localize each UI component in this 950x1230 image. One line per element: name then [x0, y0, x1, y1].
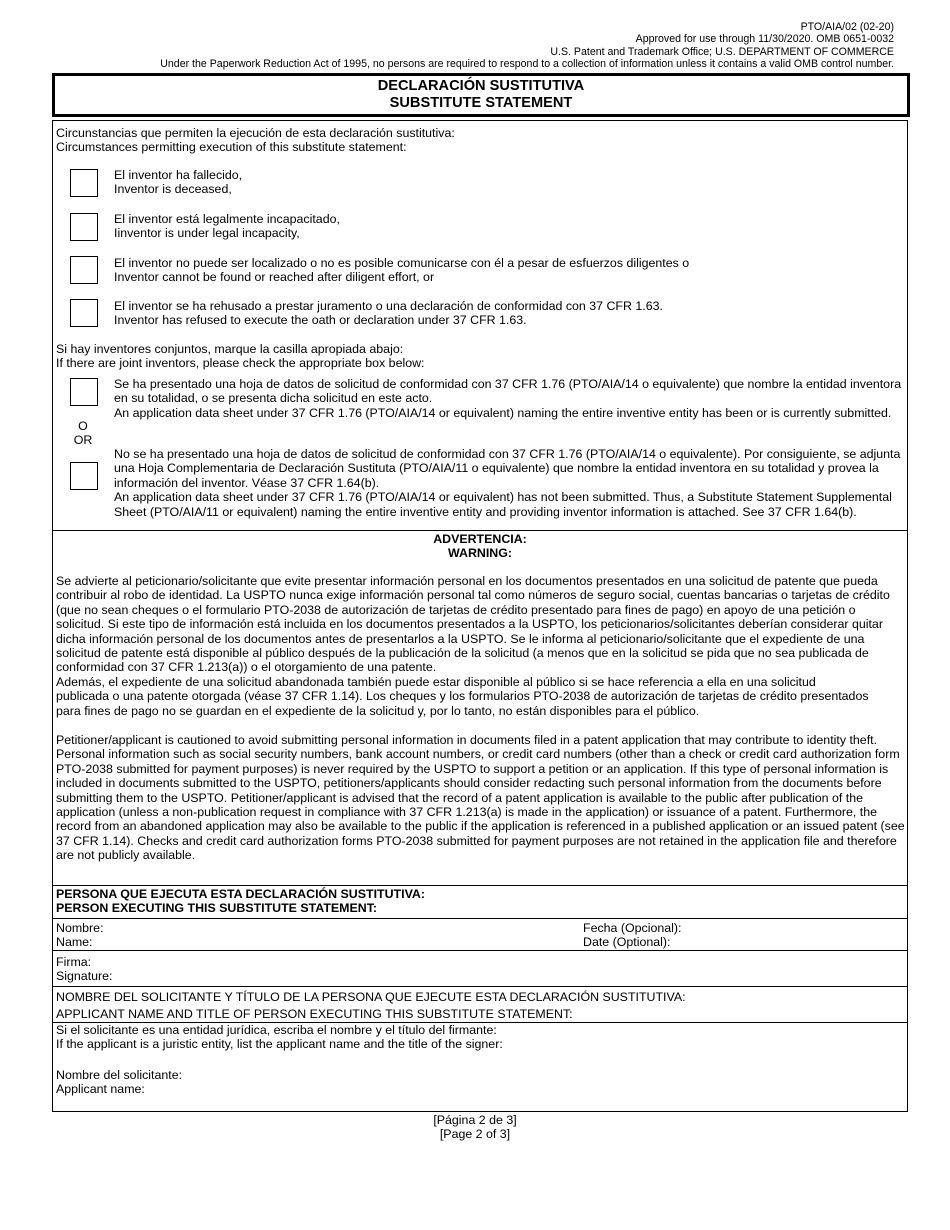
option-incapacity-es: El inventor está legalmente incapacitado,	[114, 212, 340, 226]
warning-title-en: WARNING:	[447, 546, 512, 561]
warning-es-line: (que no sean cheques o el formulario PTO-2038 de autorización de tarjetas de crédito presentado para fines de pago) en apoyo de una petición o	[56, 602, 856, 617]
joint-option-2-en-line2: Sheet (PTO/AIA/11 or equivalent) naming the entire inventive entity and providing inventor information is attached. See 37 CFR 1.64(b).	[114, 504, 857, 519]
joint-option-2	[114, 447, 902, 519]
or-en: OR	[73, 433, 93, 448]
option-refused	[114, 299, 894, 328]
paperwork-notice: Under the Paperwork Reduction Act of 1995, no persons are required to respond to a collection of information unless it contains a valid OMB control number.	[160, 58, 894, 71]
applicant-heading-en: APPLICANT NAME AND TITLE OF PERSON EXECUTING THIS SUBSTITUTE STATEMENT:	[56, 1007, 573, 1021]
page-number	[0, 1113, 950, 1141]
joint-option-2-es-line1: No se ha presentado una hoja de datos de solicitud de conformidad con 37 CFR 1.76 (PTO/AIA/14 o equivalente). Por consiguiente, se adjunta	[114, 447, 901, 461]
warning-es-line: para fines de pago no se guardan en el expediente de la solicitud y, por lo tanto, no están disponibles para el público.	[56, 703, 700, 718]
warning-en-line: application (unless a non-publication request in compliance with 37 CFR 1.213(a) is made in the application) or issuance of a patent. Furthermore, the	[56, 805, 877, 820]
warning-es-line: publicada o una patente otorgada (véase 37 CFR 1.14). Los cheques y los formularios PTO-2038 de autorización de tarjetas de crédito presentados	[56, 689, 869, 704]
checkbox-not-found[interactable]	[70, 256, 98, 284]
divider	[53, 950, 907, 951]
signature-label-es: Firma:	[56, 955, 92, 969]
warning-es-line: conformidad con 37 CFR 1.213(a)) o el otorgamiento de una patente.	[56, 660, 437, 675]
juristic-note	[56, 1023, 902, 1052]
name-label-en: Name:	[56, 935, 93, 950]
or-es: O	[78, 419, 88, 433]
option-not-found-es: El inventor no puede ser localizado o no es posible comunicarse con él a pesar de esfuerzos diligentes o	[114, 256, 690, 270]
option-not-found-en: Inventor cannot be found or reached after diligent effort, or	[114, 270, 435, 285]
warning-en-line: are not publicly available.	[56, 848, 196, 863]
applicant-name-label-en: Applicant name:	[56, 1082, 145, 1097]
circumstances-intro-es: Circunstancias que permiten la ejecución de esta declaración sustitutiva:	[56, 126, 455, 140]
joint-option-2-es-line3: información del inventor. Véase 37 CFR 1.64(b).	[114, 475, 380, 490]
divider	[53, 986, 907, 987]
joint-option-1-es-line1: Se ha presentado una hoja de datos de solicitud de conformidad con 37 CFR 1.76 (PTO/AIA/14 o equivalente) que nombre la entidad inventora	[114, 377, 902, 391]
checkbox-ads-not-submitted[interactable]	[70, 462, 98, 490]
warning-es-line: dicha información personal de los documentos antes de presentarlos a la USPTO. Se le informa al peticionario/solicitante que el expediente de una	[56, 631, 865, 646]
warning-text-en	[56, 733, 905, 863]
warning-en-line: record from an abandoned application may also be available to the public if the application is referenced in a published application or an issued patent (see	[56, 819, 905, 834]
applicant-name-label-es: Nombre del solicitante:	[56, 1068, 183, 1082]
form-id: PTO/AIA/02 (02-20)	[800, 21, 894, 33]
warning-es-line: contribuir al robo de identidad. La USPTO nunca exige información personal tal como números de seguro social, cuentas bancarias o tarjetas de crédito	[56, 588, 890, 603]
checkbox-deceased[interactable]	[70, 169, 98, 197]
form-title	[52, 73, 910, 117]
joint-intro-es: Si hay inventores conjuntos, marque la casilla apropiada abajo:	[56, 342, 404, 356]
joint-option-1-es-line2: en su totalidad, o se presenta dicha solicitud en este acto.	[114, 391, 433, 406]
date-label-es: Fecha (Opcional):	[583, 921, 682, 935]
circumstances-intro-en: Circumstances permitting execution of this substitute statement:	[56, 140, 407, 155]
person-heading-es: PERSONA QUE EJECUTA ESTA DECLARACIÓN SUSTITUTIVA:	[56, 887, 425, 901]
option-refused-es: El inventor se ha rehusado a prestar juramento o una declaración de conformidad con 37 CFR 1.63.	[114, 299, 663, 313]
page-number-es: [Página 2 de 3]	[433, 1113, 517, 1127]
title-en: SUBSTITUTE STATEMENT	[389, 94, 573, 111]
approval-line: Approved for use through 11/30/2020. OMB 0651-0032	[635, 33, 894, 46]
applicant-heading-es: NOMBRE DEL SOLICITANTE Y TÍTULO DE LA PERSONA QUE EJECUTE ESTA DECLARACIÓN SUSTITUTIVA:	[56, 990, 686, 1004]
warning-title-es: ADVERTENCIA:	[433, 532, 527, 546]
checkbox-refused[interactable]	[70, 299, 98, 327]
joint-intro	[56, 342, 902, 371]
form-body	[52, 120, 908, 1112]
signature-label-en: Signature:	[56, 969, 113, 984]
page-number-en: [Page 2 of 3]	[439, 1127, 511, 1141]
signature-field[interactable]	[56, 955, 902, 985]
date-field[interactable]	[583, 921, 903, 949]
divider	[53, 530, 907, 531]
warning-en-line: Petitioner/applicant is cautioned to avoid submitting personal information in documents filed in a patent application that may contribute to identity theft.	[56, 733, 878, 747]
warning-en-line: PTO-2038 submitted for payment purposes) is never required by the USPTO to support a petition or an application. If this type of personal information is	[56, 761, 889, 776]
warning-es-line: Además, el expediente de una solicitud abandonada también puede estar disponible al público si se hace referencia a ella en una solicitud	[56, 674, 816, 689]
warning-es-line: Se advierte al peticionario/solicitante que evite presentar información personal en los documentos presentados en una solicitud de patente que pueda	[56, 574, 878, 588]
joint-option-2-en-line1: An application data sheet under 37 CFR 1.76 (PTO/AIA/14 or equivalent) has not been submitted. Thus, a Substitute Statement Supplemental	[114, 490, 892, 505]
option-deceased-es: El inventor ha fallecido,	[114, 168, 243, 182]
option-deceased	[114, 168, 894, 197]
warning-text-es	[56, 574, 902, 718]
juristic-note-en: If the applicant is a juristic entity, list the applicant name and the title of the signer:	[56, 1037, 503, 1052]
name-field[interactable]	[56, 921, 556, 949]
joint-option-1-en: An application data sheet under 37 CFR 1.76 (PTO/AIA/14 or equivalent) naming the entire inventive entity has been or is currently submitted.	[114, 405, 892, 420]
warning-en-line: included in documents submitted to the USPTO, petitioners/applicants should consider redacting such personal information from the documents before	[56, 776, 882, 791]
checkbox-incapacity[interactable]	[70, 213, 98, 241]
warning-en-line: Personal information such as social security numbers, bank account numbers, or credit card numbers (other than a check or credit card authorization form	[56, 747, 900, 762]
warning-es-line: solicitud de patente está disponible al público después de la publicación de la solicitud (a menos que en la solicitud se pida que no sea publicada de	[56, 646, 869, 661]
checkbox-ads-submitted[interactable]	[70, 378, 98, 406]
option-incapacity	[114, 212, 894, 241]
or-separator	[63, 419, 103, 448]
option-refused-en: Inventor has refused to execute the oath or declaration under 37 CFR 1.63.	[114, 313, 527, 328]
joint-option-2-es-line2: una Hoja Complementaria de Declaración Sustituta (PTO/AIA/11 o equivalente) que nombre la entidad inventora en su totalidad y provea la	[114, 461, 879, 476]
form-header	[160, 21, 894, 71]
warning-en-line: 37 CFR 1.14). Checks and credit card authorization forms PTO-2038 submitted for payment purposes are not retained in the application file and therefore	[56, 833, 897, 848]
warning-es-line: solicitud. Si este tipo de información está incluida en los documentos presentados a la USPTO, los peticionarios/solicitantes deberían considerar quitar	[56, 617, 883, 632]
warning-en-line: submitting them to the USPTO. Petitioner/applicant is advised that the record of a patent application is available to the public after publication of the	[56, 790, 864, 805]
name-label-es: Nombre:	[56, 921, 104, 935]
juristic-note-es: Si el solicitante es una entidad jurídica, escriba el nombre y el título del firmante:	[56, 1023, 497, 1037]
person-heading	[56, 887, 902, 916]
option-deceased-en: Inventor is deceased,	[114, 182, 232, 197]
option-not-found	[114, 256, 894, 285]
divider	[53, 885, 907, 886]
warning-title	[53, 532, 907, 561]
name-date-row	[53, 919, 907, 949]
title-es: DECLARACIÓN SUSTITUTIVA	[377, 78, 585, 94]
circumstances-intro	[56, 126, 902, 155]
applicant-name-field[interactable]	[56, 1068, 902, 1100]
joint-intro-en: If there are joint inventors, please check the appropriate box below:	[56, 356, 425, 371]
office-line: U.S. Patent and Trademark Office; U.S. DEPARTMENT OF COMMERCE	[550, 45, 894, 58]
person-heading-en: PERSON EXECUTING THIS SUBSTITUTE STATEMENT:	[56, 901, 378, 916]
applicant-heading	[56, 989, 902, 1023]
date-label-en: Date (Optional):	[583, 935, 671, 950]
option-incapacity-en: Iinventor is under legal incapacity,	[114, 226, 300, 241]
joint-option-1	[114, 377, 902, 420]
